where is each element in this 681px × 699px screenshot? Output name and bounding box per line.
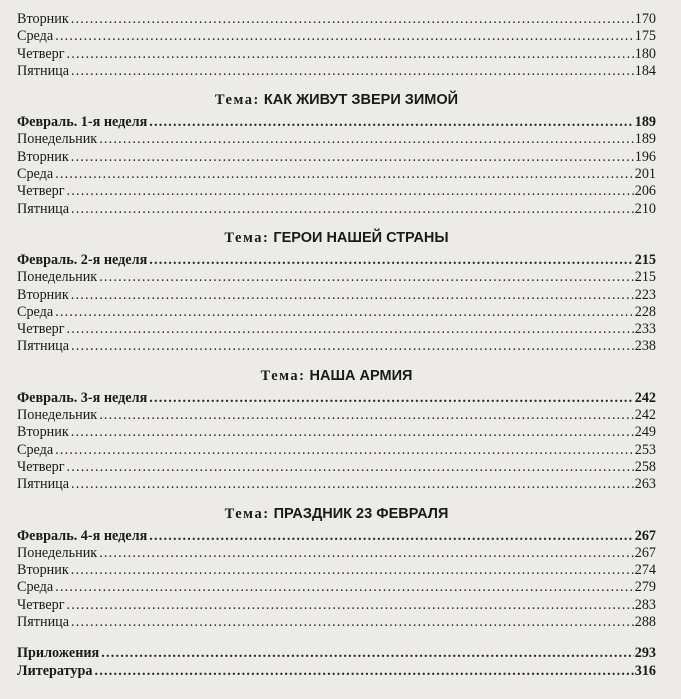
- dot-leader: [99, 545, 634, 562]
- toc-entry-label: Среда: [17, 441, 54, 458]
- toc-entry-page: 249: [634, 424, 656, 441]
- toc-entry-page: 267: [634, 544, 656, 561]
- dot-leader: [99, 407, 634, 424]
- theme-title: ПРАЗДНИК 23 ФЕВРАЛЯ: [273, 505, 449, 522]
- dot-leader: [99, 269, 634, 286]
- toc-entry-label: Понедельник: [17, 269, 98, 286]
- toc-entry-page: 201: [634, 166, 656, 183]
- dot-leader: [99, 131, 634, 148]
- toc-top-group: [17, 11, 656, 80]
- toc-entry: [17, 338, 656, 355]
- dot-leader: [55, 579, 634, 596]
- toc-entry: [17, 131, 656, 148]
- toc-entry-label: Вторник: [17, 286, 69, 303]
- toc-entry-page: 189: [634, 114, 656, 131]
- theme-label: Тема:: [224, 229, 270, 246]
- dot-leader: [71, 424, 634, 441]
- section-title: [17, 90, 656, 110]
- toc-entry-label: Среда: [17, 166, 54, 183]
- toc-entry-page: 228: [634, 303, 656, 320]
- toc-entry-label: Пятница: [17, 200, 70, 217]
- dot-leader: [71, 562, 634, 579]
- dot-leader: [95, 663, 634, 680]
- toc-entry: [17, 442, 656, 459]
- toc-section: [17, 228, 656, 356]
- toc-entry-label: Четверг: [17, 596, 65, 613]
- toc-week-entry: [17, 390, 656, 407]
- toc-entry-label: Среда: [17, 28, 54, 45]
- toc-entry-page: 288: [634, 614, 656, 631]
- toc-entry: [17, 407, 656, 424]
- toc-week-entry: [17, 252, 656, 269]
- toc-entry-page: 274: [634, 562, 656, 579]
- toc-entry-label: Понедельник: [17, 407, 98, 424]
- dot-leader: [149, 390, 633, 407]
- dot-leader: [55, 304, 634, 321]
- dot-leader: [67, 46, 634, 63]
- dot-leader: [67, 459, 634, 476]
- toc-entry: [17, 321, 656, 338]
- toc-entry-label: Вторник: [17, 562, 69, 579]
- toc-entry-label: Литература: [17, 662, 93, 679]
- toc-entry-page: 196: [634, 148, 656, 165]
- toc-entry: [17, 424, 656, 441]
- toc-entry-label: Среда: [17, 579, 54, 596]
- toc-entry: [17, 166, 656, 183]
- toc-section: [17, 504, 656, 632]
- toc-entry-label: Вторник: [17, 148, 69, 165]
- toc-entry: [17, 149, 656, 166]
- section-title: [17, 504, 656, 524]
- toc-entry-page: 253: [634, 441, 656, 458]
- toc-entry-page: 267: [634, 527, 656, 544]
- toc-entry-label: Февраль. 2-я неделя: [17, 251, 148, 268]
- toc-entry: [17, 183, 656, 200]
- dot-leader: [149, 528, 633, 545]
- toc-entry-page: 316: [634, 662, 656, 679]
- spacer: [17, 631, 656, 645]
- dot-leader: [71, 11, 634, 28]
- toc-entry-page: 242: [634, 407, 656, 424]
- toc-entry-page: 170: [634, 11, 656, 27]
- toc-entry-label: Февраль. 3-я неделя: [17, 389, 148, 406]
- toc-section: [17, 90, 656, 218]
- toc-entry: [17, 459, 656, 476]
- toc-entry-page: 215: [634, 251, 656, 268]
- toc-entry-page: 180: [634, 45, 656, 62]
- dot-leader: [55, 28, 634, 45]
- toc-entry-page: 189: [634, 131, 656, 148]
- toc-entry: [17, 28, 656, 45]
- toc-entry-label: Приложения: [17, 645, 100, 662]
- toc-appendix-entry: [17, 645, 656, 662]
- section-title: [17, 228, 656, 248]
- section-title: [17, 366, 656, 386]
- toc-entry-page: 175: [634, 28, 656, 45]
- toc-entry-label: Четверг: [17, 321, 65, 338]
- toc-entry-label: Пятница: [17, 476, 70, 493]
- toc-entry-label: Пятница: [17, 338, 70, 355]
- toc-entry: [17, 11, 656, 28]
- theme-title: ГЕРОИ НАШЕЙ СТРАНЫ: [273, 229, 449, 246]
- toc-entry-label: Вторник: [17, 11, 69, 27]
- dot-leader: [101, 645, 633, 662]
- dot-leader: [67, 597, 634, 614]
- toc-entry: [17, 201, 656, 218]
- toc-entry-page: 233: [634, 321, 656, 338]
- theme-label: Тема:: [260, 367, 306, 384]
- toc-entry-page: 210: [634, 200, 656, 217]
- dot-leader: [71, 287, 634, 304]
- dot-leader: [149, 252, 633, 269]
- toc-entry: [17, 545, 656, 562]
- toc-entry-page: 263: [634, 476, 656, 493]
- dot-leader: [71, 614, 634, 631]
- dot-leader: [71, 201, 634, 218]
- toc-entry-label: Среда: [17, 303, 54, 320]
- toc-entry-label: Пятница: [17, 614, 70, 631]
- dot-leader: [67, 321, 634, 338]
- toc-entry-page: 242: [634, 389, 656, 406]
- toc-entry-label: Февраль. 4-я неделя: [17, 527, 148, 544]
- toc-entry: [17, 269, 656, 286]
- toc-week-entry: [17, 528, 656, 545]
- theme-title: КАК ЖИВУТ ЗВЕРИ ЗИМОЙ: [263, 92, 459, 109]
- toc-entry-label: Понедельник: [17, 131, 98, 148]
- toc-entry-page: 293: [634, 645, 656, 662]
- toc-entry-label: Понедельник: [17, 544, 98, 561]
- toc-entry: [17, 46, 656, 63]
- toc-entry-page: 184: [634, 62, 656, 79]
- toc-entry: [17, 562, 656, 579]
- toc-entry: [17, 287, 656, 304]
- toc-entry-page: 206: [634, 183, 656, 200]
- dot-leader: [149, 114, 633, 131]
- toc-entry-page: 238: [634, 338, 656, 355]
- toc-entry-label: Четверг: [17, 183, 65, 200]
- toc-entry-page: 223: [634, 286, 656, 303]
- toc-entry: [17, 579, 656, 596]
- toc-entry: [17, 614, 656, 631]
- toc-section: [17, 366, 656, 494]
- toc-literature-entry: [17, 663, 656, 680]
- toc-entry: [17, 597, 656, 614]
- theme-title: НАША АРМИЯ: [309, 367, 413, 384]
- toc-entry-page: 279: [634, 579, 656, 596]
- toc-entry: [17, 476, 656, 493]
- toc-entry: [17, 304, 656, 321]
- dot-leader: [71, 476, 634, 493]
- dot-leader: [71, 149, 634, 166]
- dot-leader: [71, 63, 634, 80]
- theme-label: Тема:: [214, 92, 260, 109]
- theme-label: Тема:: [224, 505, 270, 522]
- toc-entry-label: Вторник: [17, 424, 69, 441]
- dot-leader: [55, 166, 634, 183]
- toc-entry-label: Пятница: [17, 62, 70, 79]
- toc-entry-page: 258: [634, 458, 656, 475]
- toc-entry-page: 283: [634, 596, 656, 613]
- dot-leader: [67, 183, 634, 200]
- toc-entry-label: Четверг: [17, 458, 65, 475]
- dot-leader: [71, 338, 634, 355]
- toc-entry-label: Четверг: [17, 45, 65, 62]
- toc-entry-label: Февраль. 1-я неделя: [17, 114, 148, 131]
- toc-week-entry: [17, 114, 656, 131]
- toc-entry-page: 215: [634, 269, 656, 286]
- toc-entry: [17, 63, 656, 80]
- dot-leader: [55, 442, 634, 459]
